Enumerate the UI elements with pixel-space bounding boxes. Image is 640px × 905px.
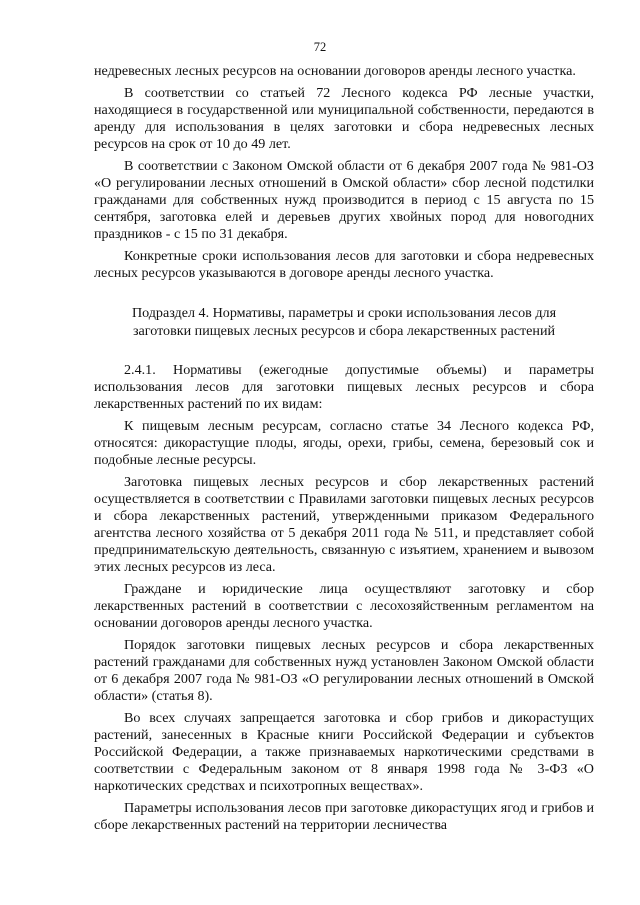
paragraph-article-72: В соответствии со статьей 72 Лесного кодекса РФ лесные участки, находящиеся в государственной или муниципальной собственности, передаются в аренду для использования в целях заготовки и сбора недревесных лесных ресурсов на срок от 10 до 49 лет. <box>94 85 594 152</box>
paragraph-parameters: Параметры использования лесов при заготовке дикорастущих ягод и грибов и сборе лекарственных растений на территории лесничества <box>94 800 594 833</box>
paragraph-food-resources: К пищевым лесным ресурсам, согласно статье 34 Лесного кодекса РФ, относятся: дикорастущие плоды, ягоды, орехи, грибы, семена, березовый сок и подобные лесные ресурсы. <box>94 418 594 468</box>
paragraph-specific-terms: Конкретные сроки использования лесов для заготовки и сбора недревесных лесных ресурсов указываются в договоре аренды лесного участка. <box>94 248 594 281</box>
subsection-heading-line-1: Подраздел 4. Нормативы, параметры и сроки использования лесов для <box>131 305 557 321</box>
paragraph-citizens-entities: Граждане и юридические лица осуществляют заготовку и сбор лекарственных растений в соответствии с лесохозяйственным регламентом на основании договоров аренды лесного участка. <box>94 581 594 631</box>
paragraph-prohibition: Во всех случаях запрещается заготовка и сбор грибов и дикорастущих растений, занесенных в Красные книги Российской Федерации и субъектов Российской Федерации, а также признаваемых наркотическими средствами в соответствии с Федеральным законом от 8 января 1998 года № 3-ФЗ «О наркотических средствах и психотропных веществах». <box>94 710 594 794</box>
paragraph-2-4-1: 2.4.1. Нормативы (ежегодные допустимые объемы) и параметры использования лесов для заготовки пищевых лесных ресурсов и сбора лекарственных растений по их видам: <box>94 362 594 412</box>
paragraph-harvesting-rules: Заготовка пищевых лесных ресурсов и сбор лекарственных растений осуществляется в соответствии с Правилами заготовки пищевых лесных ресурсов и сбора лекарственных растений, утвержденными приказом Федерального агентства лесного хозяйства от 5 декабря 2011 года № 511, и представляет собой предпринимательскую деятельность, связанную с изъятием, хранением и вывозом этих лесных ресурсов из леса. <box>94 474 594 575</box>
page-number: 72 <box>313 40 327 54</box>
subsection-heading-line-2: заготовки пищевых лесных ресурсов и сбора лекарственных растений <box>132 323 556 339</box>
document-body <box>94 63 594 839</box>
paragraph-continuation: недревесных лесных ресурсов на основании договоров аренды лесного участка. <box>94 63 576 79</box>
paragraph-procedure: Порядок заготовки пищевых лесных ресурсов и сбора лекарственных растений гражданами для собственных нужд установлен Законом Омской области от 6 декабря 2007 года № 981-ОЗ «О регулировании лесных отношений в Омской области» (статья 8). <box>94 637 594 704</box>
paragraph-omsk-law: В соответствии с Законом Омской области от 6 декабря 2007 года № 981-ОЗ «О регулировании лесных отношений в Омской области» сбор лесной подстилки гражданами для собственных нужд производится в период с 15 августа по 15 сентября, заготовка елей и деревьев других хвойных пород для новогодних праздников - с 15 по 31 декабря. <box>94 158 594 242</box>
subsection-heading <box>94 304 594 340</box>
